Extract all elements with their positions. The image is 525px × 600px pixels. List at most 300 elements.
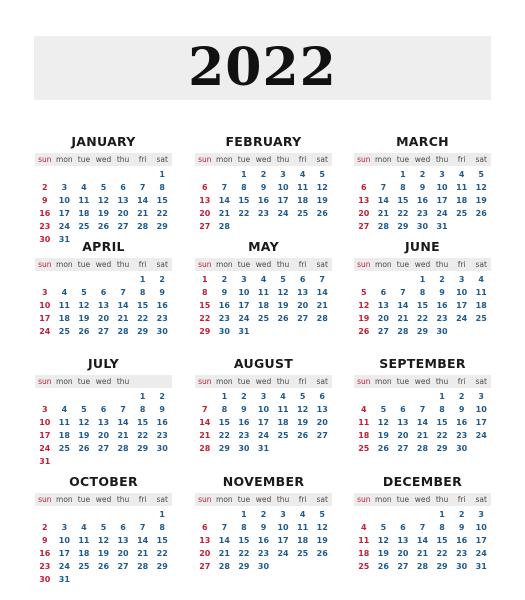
- weekday-label: tue: [396, 260, 410, 269]
- day-number: 1: [400, 170, 406, 179]
- day-number: 6: [120, 183, 126, 192]
- day-number: 10: [475, 523, 487, 532]
- weekday-label: sun: [38, 260, 52, 269]
- day-number: 14: [117, 418, 129, 427]
- day-number: 20: [397, 549, 409, 558]
- weekday-label: tue: [77, 377, 91, 386]
- weekday-label: sat: [316, 495, 328, 504]
- day-number: 11: [78, 536, 90, 545]
- day-number: 7: [380, 183, 387, 192]
- day-number: 5: [380, 405, 387, 414]
- weekday-label: wed: [95, 155, 112, 164]
- day-number: 8: [139, 405, 146, 414]
- weekday-label: mon: [375, 260, 392, 269]
- day-number: 31: [39, 457, 51, 466]
- day-number: 15: [238, 536, 250, 545]
- day-number: 18: [358, 431, 370, 440]
- day-number: 2: [159, 275, 165, 284]
- day-number: 24: [58, 562, 70, 571]
- day-number: 20: [297, 301, 309, 310]
- empty-day: [74, 390, 94, 403]
- day-number: 28: [316, 314, 328, 323]
- day-grid: [35, 273, 172, 338]
- day-number: 24: [39, 327, 51, 336]
- day-number: 14: [316, 288, 328, 297]
- day-number: 19: [316, 196, 328, 205]
- day-grid: [354, 168, 491, 233]
- day-number: 3: [458, 275, 465, 284]
- month-name: JUNE: [404, 239, 440, 254]
- day-number: 10: [257, 405, 270, 414]
- day-number: 13: [199, 536, 211, 545]
- empty-day: [354, 508, 374, 521]
- day-number: 27: [297, 314, 309, 323]
- day-number: 13: [199, 196, 211, 205]
- day-number: 13: [397, 418, 409, 427]
- day-number: 12: [97, 536, 110, 545]
- day-number: 12: [316, 523, 328, 532]
- weekday-label: wed: [414, 260, 431, 269]
- day-number: 19: [277, 301, 289, 310]
- weekday-header: [35, 153, 172, 166]
- weekday-label: fri: [457, 155, 466, 164]
- empty-day: [133, 168, 153, 181]
- day-number: 7: [419, 405, 426, 414]
- day-number: 9: [458, 523, 465, 532]
- weekday-label: mon: [216, 495, 233, 504]
- weekday-label: sat: [475, 260, 487, 269]
- day-number: 13: [97, 418, 110, 427]
- weekday-label: sat: [156, 155, 168, 164]
- day-number: 23: [257, 209, 270, 218]
- day-number: 23: [416, 209, 429, 218]
- day-number: 7: [139, 183, 146, 192]
- day-number: 27: [117, 562, 129, 571]
- weekday-label: thu: [116, 260, 130, 269]
- day-number: 11: [297, 523, 309, 532]
- weekday-label: sat: [316, 260, 328, 269]
- empty-day: [94, 390, 114, 403]
- day-number: 19: [97, 209, 110, 218]
- day-grid: [354, 273, 491, 338]
- day-number: 9: [221, 288, 228, 297]
- weekday-label: wed: [255, 495, 272, 504]
- day-number: 11: [475, 288, 487, 297]
- day-number: 15: [137, 418, 149, 427]
- day-number: 4: [81, 183, 87, 192]
- day-number: 25: [475, 314, 487, 323]
- day-number: 13: [358, 196, 370, 205]
- empty-day: [215, 508, 235, 521]
- month-name: OCTOBER: [69, 474, 138, 489]
- weekday-label: fri: [457, 495, 466, 504]
- day-number: 30: [257, 562, 270, 571]
- day-number: 22: [137, 314, 149, 323]
- weekday-label: sat: [156, 260, 168, 269]
- day-number: 25: [257, 314, 270, 323]
- empty-day: [413, 390, 433, 403]
- day-number: 11: [358, 536, 370, 545]
- day-number: 12: [78, 418, 90, 427]
- day-number: 10: [277, 523, 289, 532]
- month-name: MAY: [248, 239, 279, 254]
- day-number: 19: [316, 536, 328, 545]
- day-number: 12: [277, 288, 289, 297]
- day-number: 5: [380, 523, 387, 532]
- weekday-label: wed: [95, 260, 112, 269]
- day-number: 20: [117, 209, 129, 218]
- weekday-label: sun: [38, 495, 52, 504]
- weekday-label: wed: [255, 260, 272, 269]
- day-number: 17: [39, 314, 51, 323]
- day-number: 14: [137, 196, 149, 205]
- day-number: 23: [456, 431, 468, 440]
- month-september: [354, 356, 491, 455]
- day-number: 5: [360, 288, 367, 297]
- day-number: 27: [377, 327, 389, 336]
- day-number: 26: [316, 209, 328, 218]
- empty-day: [354, 390, 374, 403]
- day-number: 29: [238, 562, 250, 571]
- day-number: 22: [436, 549, 448, 558]
- day-number: 31: [58, 575, 70, 584]
- day-number: 21: [397, 314, 409, 323]
- day-number: 8: [400, 183, 406, 192]
- day-number: 30: [39, 575, 51, 584]
- day-number: 6: [100, 288, 107, 297]
- weekday-label: sat: [316, 155, 328, 164]
- weekday-label: thu: [435, 495, 449, 504]
- day-number: 28: [137, 562, 149, 571]
- day-number: 21: [416, 431, 429, 440]
- day-number: 28: [218, 222, 230, 231]
- day-number: 30: [456, 444, 468, 453]
- day-grid: [354, 390, 491, 455]
- weekday-label: tue: [237, 377, 251, 386]
- day-number: 16: [39, 209, 51, 218]
- weekday-label: sun: [198, 260, 212, 269]
- day-number: 24: [475, 549, 487, 558]
- day-number: 9: [41, 536, 48, 545]
- weekday-label: thu: [276, 495, 290, 504]
- empty-day: [374, 273, 394, 286]
- weekday-label: thu: [276, 260, 290, 269]
- day-number: 3: [61, 523, 68, 532]
- day-number: 17: [39, 431, 51, 440]
- day-number: 22: [137, 431, 149, 440]
- day-number: 21: [316, 301, 328, 310]
- day-number: 4: [61, 405, 68, 414]
- day-number: 18: [58, 431, 70, 440]
- day-number: 29: [137, 444, 149, 453]
- day-number: 17: [456, 301, 468, 310]
- day-number: 3: [41, 405, 48, 414]
- empty-day: [74, 168, 94, 181]
- day-number: 23: [39, 562, 51, 571]
- weekday-header: [35, 375, 172, 388]
- empty-day: [55, 273, 75, 286]
- day-number: 6: [319, 392, 325, 401]
- day-number: 24: [456, 314, 468, 323]
- day-number: 10: [238, 288, 250, 297]
- day-number: 1: [221, 392, 228, 401]
- weekday-label: sat: [475, 377, 487, 386]
- day-number: 26: [97, 222, 110, 231]
- month-name: MARCH: [396, 134, 449, 149]
- day-number: 16: [436, 301, 448, 310]
- day-number: 8: [201, 288, 208, 297]
- day-number: 21: [416, 549, 429, 558]
- day-number: 15: [397, 196, 409, 205]
- day-grid: [195, 508, 332, 573]
- day-number: 28: [377, 222, 389, 231]
- day-number: 24: [277, 209, 289, 218]
- day-number: 16: [416, 196, 429, 205]
- day-number: 20: [117, 549, 129, 558]
- day-number: 10: [475, 405, 487, 414]
- day-number: 22: [416, 314, 429, 323]
- month-name: JANUARY: [71, 134, 136, 149]
- day-number: 25: [277, 431, 289, 440]
- day-number: 16: [156, 301, 168, 310]
- day-number: 31: [475, 562, 487, 571]
- day-number: 22: [156, 209, 168, 218]
- day-number: 31: [238, 327, 250, 336]
- day-number: 16: [456, 418, 468, 427]
- day-number: 18: [78, 549, 90, 558]
- day-number: 15: [238, 196, 250, 205]
- day-number: 5: [299, 392, 306, 401]
- day-number: 22: [238, 549, 250, 558]
- day-number: 12: [78, 301, 90, 310]
- empty-day: [195, 508, 215, 521]
- day-number: 20: [358, 209, 370, 218]
- day-number: 6: [120, 523, 126, 532]
- weekday-label: mon: [375, 495, 392, 504]
- day-number: 26: [475, 209, 487, 218]
- day-number: 2: [241, 392, 247, 401]
- day-number: 15: [436, 418, 448, 427]
- empty-day: [374, 168, 394, 181]
- day-number: 2: [221, 275, 228, 284]
- day-number: 23: [436, 314, 448, 323]
- day-number: 22: [436, 431, 448, 440]
- day-number: 30: [436, 327, 448, 336]
- day-number: 17: [257, 418, 270, 427]
- day-number: 26: [297, 431, 309, 440]
- day-number: 15: [156, 196, 168, 205]
- day-number: 3: [439, 170, 445, 179]
- month-name: AUGUST: [233, 356, 294, 371]
- day-number: 27: [97, 327, 110, 336]
- weekday-header: [195, 375, 332, 388]
- weekday-label: sun: [198, 495, 212, 504]
- day-number: 23: [257, 549, 270, 558]
- weekday-header: [354, 375, 491, 388]
- weekday-label: sat: [475, 155, 487, 164]
- weekday-label: sun: [357, 377, 371, 386]
- day-number: 9: [241, 405, 247, 414]
- day-number: 10: [456, 288, 468, 297]
- day-number: 25: [358, 444, 370, 453]
- day-number: 25: [297, 209, 309, 218]
- weekday-header: [35, 493, 172, 506]
- weekday-label: mon: [56, 155, 73, 164]
- day-number: 28: [416, 444, 429, 453]
- weekday-label: sun: [357, 155, 371, 164]
- day-number: 3: [280, 510, 286, 519]
- weekday-label: fri: [457, 377, 466, 386]
- day-number: 8: [139, 288, 146, 297]
- day-number: 11: [456, 183, 468, 192]
- day-number: 9: [159, 288, 165, 297]
- day-number: 22: [156, 549, 168, 558]
- day-number: 7: [221, 183, 228, 192]
- weekday-label: thu: [116, 495, 130, 504]
- day-number: 4: [360, 523, 367, 532]
- day-number: 26: [377, 444, 389, 453]
- day-number: 7: [139, 523, 146, 532]
- day-number: 7: [201, 405, 208, 414]
- day-number: 1: [241, 170, 247, 179]
- day-number: 19: [377, 431, 389, 440]
- day-number: 25: [456, 209, 468, 218]
- weekday-label: sun: [357, 495, 371, 504]
- day-number: 9: [41, 196, 48, 205]
- day-number: 12: [475, 183, 487, 192]
- month-july: [35, 356, 172, 468]
- day-number: 29: [156, 562, 168, 571]
- day-number: 24: [436, 209, 448, 218]
- day-number: 30: [39, 235, 51, 244]
- day-number: 8: [159, 523, 165, 532]
- day-number: 22: [199, 314, 211, 323]
- day-number: 2: [458, 392, 465, 401]
- day-number: 1: [419, 275, 426, 284]
- day-number: 6: [400, 523, 406, 532]
- day-number: 2: [41, 523, 48, 532]
- empty-day: [393, 273, 413, 286]
- weekday-label: mon: [216, 155, 233, 164]
- day-number: 22: [397, 209, 409, 218]
- day-number: 15: [137, 301, 149, 310]
- day-number: 26: [377, 562, 389, 571]
- day-number: 2: [419, 170, 426, 179]
- day-number: 16: [456, 536, 468, 545]
- weekday-label: sun: [38, 155, 52, 164]
- day-number: 16: [156, 418, 168, 427]
- empty-day: [35, 390, 55, 403]
- day-number: 11: [297, 183, 309, 192]
- day-number: 28: [397, 327, 409, 336]
- day-number: 1: [159, 510, 165, 519]
- day-number: 11: [58, 301, 70, 310]
- day-number: 15: [156, 536, 168, 545]
- day-number: 22: [218, 431, 230, 440]
- weekday-label: sat: [156, 495, 168, 504]
- weekday-label: sun: [198, 377, 212, 386]
- day-number: 3: [280, 170, 286, 179]
- day-number: 30: [156, 444, 168, 453]
- day-number: 19: [78, 314, 90, 323]
- weekday-label: tue: [77, 260, 91, 269]
- day-number: 29: [218, 444, 230, 453]
- day-number: 21: [377, 209, 389, 218]
- day-number: 13: [97, 301, 110, 310]
- day-number: 20: [397, 431, 409, 440]
- day-number: 12: [358, 301, 370, 310]
- weekday-label: tue: [237, 155, 251, 164]
- weekday-label: fri: [457, 260, 466, 269]
- day-number: 31: [436, 222, 448, 231]
- day-number: 17: [58, 549, 70, 558]
- day-number: 8: [159, 183, 165, 192]
- day-number: 14: [416, 418, 429, 427]
- weekday-label: tue: [396, 155, 410, 164]
- day-number: 21: [218, 549, 230, 558]
- day-number: 16: [257, 196, 270, 205]
- day-number: 2: [458, 510, 465, 519]
- day-number: 18: [257, 301, 270, 310]
- weekday-label: sun: [357, 260, 371, 269]
- weekday-header: [354, 153, 491, 166]
- weekday-label: thu: [116, 377, 130, 386]
- empty-day: [133, 508, 153, 521]
- day-number: 11: [78, 196, 90, 205]
- day-number: 9: [260, 183, 267, 192]
- day-number: 10: [58, 536, 70, 545]
- weekday-header: [354, 258, 491, 271]
- day-number: 9: [260, 523, 267, 532]
- day-number: 23: [156, 314, 168, 323]
- day-number: 4: [81, 523, 87, 532]
- day-number: 21: [199, 431, 211, 440]
- day-grid: [195, 168, 332, 233]
- empty-day: [113, 390, 133, 403]
- weekday-label: tue: [237, 495, 251, 504]
- day-number: 9: [458, 405, 465, 414]
- weekday-header: [354, 493, 491, 506]
- day-number: 7: [419, 523, 426, 532]
- day-number: 5: [280, 275, 286, 284]
- day-number: 29: [416, 327, 429, 336]
- day-number: 10: [39, 418, 51, 427]
- day-number: 30: [218, 327, 230, 336]
- day-number: 13: [297, 288, 309, 297]
- day-number: 29: [436, 562, 448, 571]
- empty-day: [55, 390, 75, 403]
- weekday-label: mon: [56, 377, 73, 386]
- day-number: 21: [218, 209, 230, 218]
- empty-day: [94, 508, 114, 521]
- day-grid: [35, 508, 172, 586]
- day-number: 18: [456, 196, 468, 205]
- weekday-label: tue: [77, 495, 91, 504]
- empty-day: [113, 273, 133, 286]
- weekday-label: thu: [116, 155, 130, 164]
- day-number: 17: [277, 196, 289, 205]
- day-number: 14: [218, 536, 230, 545]
- day-grid: [35, 390, 172, 468]
- day-number: 27: [199, 562, 211, 571]
- day-number: 19: [475, 196, 487, 205]
- weekday-header: [195, 153, 332, 166]
- day-number: 28: [199, 444, 211, 453]
- day-number: 5: [319, 170, 325, 179]
- empty-day: [354, 168, 374, 181]
- day-number: 16: [257, 536, 270, 545]
- day-number: 5: [100, 523, 107, 532]
